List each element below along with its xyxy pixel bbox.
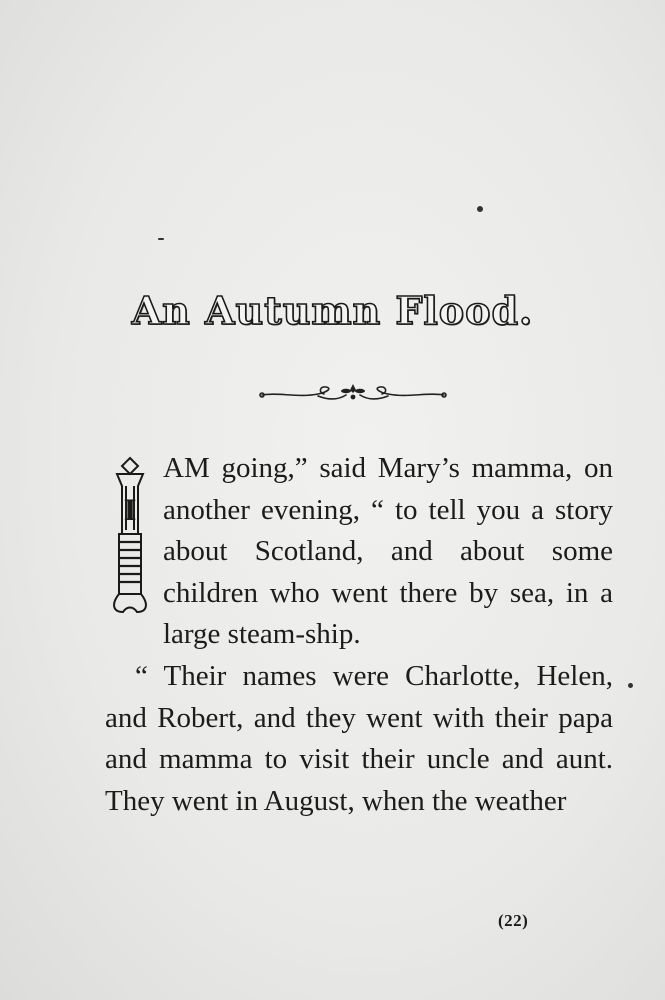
chapter-title: An Autumn Flood. bbox=[131, 288, 534, 333]
paragraph-2: “ Their names were Charlotte, Helen, and Robert, and they went with their papa and mamma to visit their uncle and aunt. They went in August, when the weather bbox=[105, 659, 613, 817]
ink-speck bbox=[628, 683, 633, 688]
page-number: (22) bbox=[498, 911, 529, 930]
decorative-drop-cap-icon bbox=[105, 456, 155, 616]
body-text bbox=[105, 448, 613, 822]
ink-speck bbox=[477, 206, 483, 212]
drop-cap-letter: I bbox=[123, 494, 137, 527]
paragraph-1: AM going,” said Mary’s mamma, on another evening, “ to tell you a story about Scotland, and about some children who went there by sea, in a large steam-ship. bbox=[163, 452, 613, 651]
ornament-divider bbox=[258, 378, 448, 408]
ink-speck bbox=[158, 238, 164, 240]
